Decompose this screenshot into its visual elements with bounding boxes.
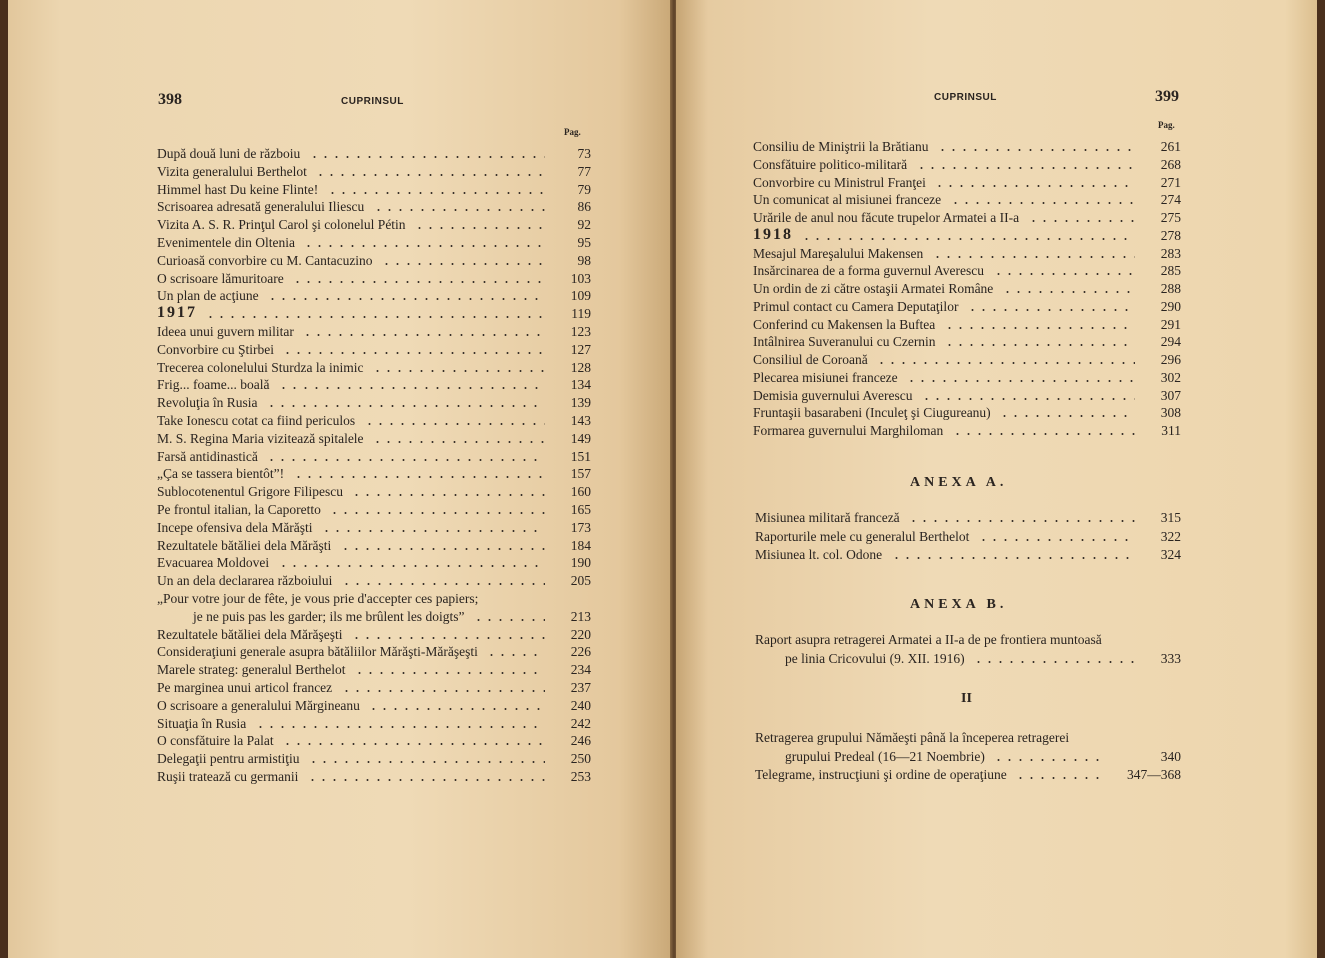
left-pag-label: Pag. bbox=[564, 127, 581, 137]
toc-entry-page: 274 bbox=[1160, 192, 1181, 208]
toc-entry bbox=[157, 342, 591, 360]
toc-entry-page: 109 bbox=[570, 288, 591, 304]
toc-entry bbox=[753, 405, 1181, 423]
toc-entry-page: 143 bbox=[570, 413, 591, 428]
toc-entry-page: 226 bbox=[570, 644, 591, 660]
left-page bbox=[8, 0, 672, 958]
toc-leader-dots bbox=[329, 512, 545, 514]
toc-entry-page: 288 bbox=[1160, 281, 1181, 296]
toc-entry bbox=[753, 157, 1181, 175]
toc-entry-title: Sublocotenentul Grigore Filipescu bbox=[157, 484, 343, 500]
toc-entry-page: 294 bbox=[1160, 334, 1181, 350]
toc-entry-page: 134 bbox=[570, 377, 591, 393]
toc-entry bbox=[157, 413, 591, 431]
toc-entry-page: 173 bbox=[570, 519, 591, 535]
toc-leader-dots bbox=[255, 726, 545, 728]
toc-entry-page: 290 bbox=[1160, 298, 1181, 314]
toc-entry-page: 285 bbox=[1160, 263, 1181, 279]
toc-entry bbox=[157, 627, 591, 645]
toc-entry-page: 77 bbox=[577, 163, 591, 179]
toc-entry-title: Scrisoarea adresată generalului Iliescu bbox=[157, 199, 365, 215]
toc-entry-page: 322 bbox=[1160, 528, 1181, 544]
toc-entry bbox=[157, 253, 591, 271]
toc-entry bbox=[157, 271, 591, 289]
toc-entry-page: 333 bbox=[1160, 650, 1181, 666]
toc-entry bbox=[157, 146, 591, 164]
toc-leader-dots bbox=[309, 156, 545, 158]
toc-leader-dots bbox=[876, 362, 1135, 364]
toc-entry-title: Fruntaşii basarabeni (Inculeţ şi Ciugureanu) bbox=[753, 405, 991, 421]
toc-leader-dots bbox=[267, 298, 545, 300]
anexa-b-heading: ANEXA B. bbox=[910, 597, 1008, 612]
toc-entry-title: Himmel hast Du keine Flinte! bbox=[157, 181, 319, 197]
toc-entry-page: 246 bbox=[570, 733, 591, 749]
toc-entry bbox=[157, 449, 591, 467]
toc-entry-page: 347—368 bbox=[1127, 767, 1181, 782]
right-running-head: CUPRINSUL bbox=[934, 92, 997, 103]
toc-entry-title: Incepe ofensiva dela Mărăşti bbox=[157, 519, 313, 535]
toc-leader-dots bbox=[205, 316, 545, 318]
toc-entry bbox=[157, 751, 591, 769]
toc-entry-page: 157 bbox=[570, 466, 591, 482]
toc-entry-title: Telegrame, instrucţiuni şi ordine de operaţiune bbox=[755, 767, 1007, 782]
toc-entry bbox=[157, 182, 591, 200]
toc-entry-page: 240 bbox=[570, 697, 591, 713]
toc-leader-dots bbox=[993, 273, 1135, 275]
toc-entry bbox=[755, 749, 1181, 768]
toc-entry-page: 95 bbox=[577, 235, 591, 250]
toc-leader-dots bbox=[414, 227, 545, 229]
toc-entry-title: M. S. Regina Maria vizitează spitalele bbox=[157, 430, 364, 446]
toc-entry bbox=[157, 644, 591, 662]
toc-leader-dots bbox=[1002, 291, 1135, 293]
toc-entry-page: 237 bbox=[570, 680, 591, 695]
toc-entry-page: 283 bbox=[1160, 245, 1181, 261]
right-pag-label: Pag. bbox=[1158, 120, 1175, 130]
toc-leader-dots bbox=[327, 192, 545, 194]
toc-entry-page: 184 bbox=[570, 537, 591, 553]
toc-entry-page: 205 bbox=[570, 573, 591, 589]
toc-leader-dots bbox=[906, 380, 1135, 382]
toc-leader-dots bbox=[937, 149, 1135, 151]
toc-leader-dots bbox=[282, 743, 545, 745]
toc-entry bbox=[157, 431, 591, 449]
toc-entry-page: 79 bbox=[577, 181, 591, 197]
toc-entry-title: Insărcinarea de a forma guvernul Averescu bbox=[753, 263, 985, 279]
toc-entry-title: Plecarea misiunei franceze bbox=[753, 369, 898, 385]
toc-entry-page: 275 bbox=[1160, 210, 1181, 225]
toc-entry bbox=[157, 395, 591, 413]
toc-leader-dots bbox=[368, 708, 545, 710]
toc-entry bbox=[755, 632, 1181, 651]
toc-leader-dots bbox=[801, 238, 1135, 240]
right-page bbox=[676, 0, 1317, 958]
toc-entry-page: 308 bbox=[1160, 405, 1181, 421]
toc-entry bbox=[753, 225, 1181, 246]
toc-entry-page: 324 bbox=[1160, 547, 1181, 562]
toc-entry bbox=[157, 306, 591, 324]
toc-entry-title: Frig... foame... boală bbox=[157, 377, 270, 393]
toc-leader-dots bbox=[1015, 777, 1105, 779]
toc-entry-title: 1918 bbox=[753, 225, 793, 243]
toc-entry-title: Take Ionescu cotat ca fiind periculos bbox=[157, 413, 356, 428]
toc-entry-page: 98 bbox=[577, 252, 591, 268]
toc-entry-title: pe linia Cricovului (9. XII. 1916) bbox=[785, 650, 965, 666]
toc-entry bbox=[157, 680, 591, 698]
toc-entry-page: 73 bbox=[577, 146, 591, 161]
toc-entry-title: Pe marginea unui articol francez bbox=[157, 680, 333, 695]
toc-entry-page: 123 bbox=[570, 324, 591, 339]
toc-leader-dots bbox=[354, 672, 545, 674]
toc-leader-dots bbox=[364, 423, 545, 425]
toc-entry bbox=[157, 466, 591, 484]
toc-entry bbox=[157, 609, 591, 627]
toc-leader-dots bbox=[973, 661, 1135, 663]
toc-entry bbox=[755, 510, 1181, 529]
toc-leader-dots bbox=[293, 476, 545, 478]
toc-entry-title: Evenimentele din Oltenia bbox=[157, 235, 295, 250]
toc-entry bbox=[157, 555, 591, 573]
toc-entry-title: Mesajul Mareşalului Makensen bbox=[753, 245, 924, 261]
toc-entry bbox=[157, 288, 591, 306]
toc-leader-dots bbox=[932, 256, 1135, 258]
toc-entry-title: Rezultatele bătăliei dela Mărăşeşti bbox=[157, 626, 343, 642]
toc-leader-dots bbox=[891, 557, 1135, 559]
toc-entry bbox=[157, 235, 591, 253]
left-running-head: CUPRINSUL bbox=[341, 96, 404, 107]
toc-entry-page: 268 bbox=[1160, 156, 1181, 172]
toc-entry bbox=[755, 651, 1181, 670]
toc-entry-title: O consfătuire la Palat bbox=[157, 733, 274, 749]
toc-entry-title: Conferind cu Makensen la Buftea bbox=[753, 316, 936, 332]
toc-leader-dots bbox=[308, 761, 545, 763]
anexa-b-subheading: II bbox=[961, 691, 972, 706]
toc-entry-page: 278 bbox=[1160, 227, 1181, 243]
toc-entry-page: 119 bbox=[571, 306, 591, 322]
toc-entry bbox=[157, 769, 591, 787]
toc-entry-page: 311 bbox=[1161, 423, 1181, 438]
toc-entry bbox=[753, 334, 1181, 352]
toc-entry-title: Consiliul de Coroană bbox=[753, 352, 868, 367]
toc-leader-dots bbox=[967, 309, 1135, 311]
toc-leader-dots bbox=[381, 263, 545, 265]
toc-entry-page: 190 bbox=[570, 555, 591, 571]
toc-entry-page: 165 bbox=[570, 502, 591, 517]
toc-entry-title: Farsă antidinastică bbox=[157, 448, 258, 464]
toc-entry-page: 128 bbox=[570, 359, 591, 375]
toc-entry-page: 302 bbox=[1160, 369, 1181, 385]
toc-entry-title: Urările de anul nou făcute trupelor Armatei a II-a bbox=[753, 210, 1020, 225]
toc-leader-dots bbox=[372, 370, 545, 372]
toc-leader-dots bbox=[944, 344, 1135, 346]
toc-leader-dots bbox=[266, 405, 545, 407]
toc-entry-title: Retragerea grupului Nămăeşti până la începerea retragerei bbox=[755, 730, 1070, 745]
toc-entry-page: 213 bbox=[570, 608, 591, 624]
toc-entry-title: Demisia guvernului Averescu bbox=[753, 387, 913, 403]
toc-entry bbox=[157, 360, 591, 378]
toc-entry bbox=[753, 263, 1181, 281]
toc-entry-title: Convorbire cu Ştirbei bbox=[157, 341, 274, 357]
toc-leader-dots bbox=[908, 520, 1135, 522]
toc-entry-page: 220 bbox=[570, 626, 591, 642]
toc-entry-title: Curioasă convorbire cu M. Cantacuzino bbox=[157, 252, 373, 268]
toc-entry bbox=[753, 423, 1181, 441]
toc-entry-page: 315 bbox=[1160, 510, 1181, 525]
toc-entry-title: Convorbire cu Ministrul Franţei bbox=[753, 174, 926, 190]
toc-entry-title: Delegaţii pentru armistiţiu bbox=[157, 751, 300, 767]
toc-entry-page: 296 bbox=[1160, 352, 1181, 367]
toc-entry bbox=[755, 767, 1181, 786]
toc-entry-page: 250 bbox=[570, 751, 591, 767]
toc-entry bbox=[157, 520, 591, 538]
toc-leader-dots bbox=[1028, 220, 1135, 222]
toc-entry bbox=[753, 210, 1181, 228]
toc-entry-title: Marele strateg: generalul Berthelot bbox=[157, 662, 346, 678]
toc-entry-page: 86 bbox=[577, 199, 591, 215]
toc-entry-title: Consiliu de Miniştrii la Brătianu bbox=[753, 139, 929, 154]
toc-entry-title: O scrisoare lămuritoare bbox=[157, 270, 284, 286]
toc-entry-page: 253 bbox=[570, 769, 591, 784]
toc-entry bbox=[157, 716, 591, 734]
toc-entry bbox=[157, 733, 591, 751]
toc-leader-dots bbox=[921, 398, 1135, 400]
toc-leader-dots bbox=[341, 583, 545, 585]
toc-entry bbox=[157, 591, 591, 609]
toc-leader-dots bbox=[950, 202, 1135, 204]
toc-entry-title: je ne puis pas les garder; ils me brûlent les doigts” bbox=[193, 608, 465, 624]
toc-leader-dots bbox=[952, 433, 1135, 435]
toc-leader-dots bbox=[934, 185, 1135, 187]
toc-entry bbox=[157, 662, 591, 680]
toc-entry-title: Evacuarea Moldovei bbox=[157, 555, 270, 571]
toc-entry-title: 1917 bbox=[157, 304, 197, 322]
toc-entry-title: Un plan de acţiune bbox=[157, 288, 259, 304]
toc-leader-dots bbox=[486, 654, 545, 656]
toc-leader-dots bbox=[373, 209, 545, 211]
toc-entry bbox=[157, 324, 591, 342]
toc-entry-title: Vizita A. S. R. Prinţul Carol şi colonelul Pétin bbox=[157, 217, 406, 233]
toc-entry bbox=[753, 388, 1181, 406]
toc-entry bbox=[755, 547, 1181, 566]
toc-leader-dots bbox=[473, 619, 545, 621]
toc-leader-dots bbox=[993, 759, 1105, 761]
toc-entry-title: Revoluţia în Rusia bbox=[157, 395, 258, 411]
toc-entry-page: 234 bbox=[570, 662, 591, 678]
toc-entry bbox=[157, 698, 591, 716]
toc-leader-dots bbox=[351, 637, 545, 639]
toc-entry-title: Misiunea militară franceză bbox=[755, 510, 900, 525]
toc-entry bbox=[755, 730, 1181, 749]
toc-entry-page: 160 bbox=[570, 484, 591, 500]
toc-leader-dots bbox=[282, 352, 545, 354]
toc-leader-dots bbox=[978, 539, 1135, 541]
toc-entry-title: Consideraţiuni generale asupra bătăliilor Mărăşti-Mărăşeşti bbox=[157, 644, 478, 660]
toc-entry-title: Trecerea colonelului Sturdza la inimic bbox=[157, 359, 364, 375]
toc-leader-dots bbox=[916, 167, 1135, 169]
toc-leader-dots bbox=[351, 494, 545, 496]
toc-entry bbox=[157, 199, 591, 217]
toc-entry bbox=[157, 484, 591, 502]
toc-leader-dots bbox=[278, 565, 545, 567]
toc-entry-title: „Pour votre jour de fête, je vous prie d'accepter ces papiers; bbox=[157, 591, 479, 606]
toc-entry-title: Rezultatele bătăliei dela Mărăşti bbox=[157, 537, 332, 553]
toc-entry bbox=[753, 299, 1181, 317]
toc-entry-title: Raporturile mele cu generalul Berthelot bbox=[755, 528, 970, 544]
toc-entry bbox=[755, 529, 1181, 548]
toc-entry bbox=[157, 377, 591, 395]
toc-entry-page: 261 bbox=[1160, 139, 1181, 154]
toc-leader-dots bbox=[315, 174, 545, 176]
toc-leader-dots bbox=[266, 459, 545, 461]
toc-entry bbox=[157, 538, 591, 556]
anexa-a-heading: ANEXA A. bbox=[910, 475, 1008, 490]
toc-entry-title: O scrisoare a generalului Mărgineanu bbox=[157, 697, 360, 713]
toc-entry-page: 291 bbox=[1160, 316, 1181, 332]
toc-entry-page: 139 bbox=[570, 395, 591, 411]
toc-leader-dots bbox=[944, 327, 1135, 329]
toc-entry-title: Formarea guvernului Marghiloman bbox=[753, 423, 944, 438]
toc-entry-title: „Ça se tassera bientôt”! bbox=[157, 466, 285, 482]
toc-entry-title: Intâlnirea Suveranului cu Czernin bbox=[753, 334, 936, 350]
toc-entry-title: Situaţia în Rusia bbox=[157, 715, 247, 731]
toc-entry-title: grupului Predeal (16—21 Noembrie) bbox=[785, 748, 985, 764]
toc-entry-title: Ruşii tratează cu germanii bbox=[157, 769, 299, 784]
toc-entry-title: Un comunicat al misiunei franceze bbox=[753, 192, 942, 208]
toc-entry-title: Un an dela declararea războiului bbox=[157, 573, 333, 589]
toc-entry bbox=[753, 139, 1181, 157]
toc-entry-page: 242 bbox=[570, 715, 591, 731]
toc-entry-title: Consfătuire politico-militară bbox=[753, 156, 908, 172]
toc-entry bbox=[157, 217, 591, 235]
toc-entry-page: 307 bbox=[1160, 387, 1181, 403]
toc-entry bbox=[753, 175, 1181, 193]
toc-entry-page: 151 bbox=[570, 448, 591, 464]
toc-leader-dots bbox=[341, 690, 545, 692]
toc-entry-title: După două luni de războiu bbox=[157, 146, 301, 161]
toc-entry-title: Raport asupra retragerei Armatei a II-a de pe frontiera muntoasă bbox=[755, 632, 1102, 647]
toc-entry bbox=[753, 192, 1181, 210]
toc-entry-page: 340 bbox=[1160, 748, 1181, 764]
toc-leader-dots bbox=[321, 530, 545, 532]
right-page-number: 399 bbox=[1155, 88, 1179, 105]
toc-entry-title: Pe frontul italian, la Caporetto bbox=[157, 502, 321, 517]
toc-entry bbox=[753, 370, 1181, 388]
toc-leader-dots bbox=[372, 441, 545, 443]
toc-entry-page: 127 bbox=[570, 341, 591, 357]
toc-entry-title: Primul contact cu Camera Deputaţilor bbox=[753, 298, 959, 314]
left-page-number: 398 bbox=[158, 91, 182, 108]
toc-leader-dots bbox=[292, 281, 545, 283]
toc-entry bbox=[753, 281, 1181, 299]
toc-entry-page: 92 bbox=[577, 217, 591, 233]
toc-leader-dots bbox=[999, 415, 1135, 417]
toc-entry bbox=[753, 352, 1181, 370]
toc-entry bbox=[157, 164, 591, 182]
toc-leader-dots bbox=[302, 334, 545, 336]
toc-entry-page: 103 bbox=[570, 270, 591, 286]
toc-leader-dots bbox=[303, 245, 545, 247]
toc-leader-dots bbox=[278, 387, 545, 389]
toc-leader-dots bbox=[340, 548, 545, 550]
toc-entry-page: 271 bbox=[1160, 174, 1181, 190]
toc-entry bbox=[157, 502, 591, 520]
toc-entry-page: 149 bbox=[570, 430, 591, 446]
toc-entry-title: Vizita generalului Berthelot bbox=[157, 163, 307, 179]
toc-entry bbox=[753, 317, 1181, 335]
toc-entry bbox=[753, 246, 1181, 264]
toc-entry bbox=[157, 573, 591, 591]
toc-entry-title: Misiunea lt. col. Odone bbox=[755, 547, 883, 562]
toc-entry-title: Un ordin de zi către ostaşii Armatei Române bbox=[753, 281, 994, 296]
toc-leader-dots bbox=[307, 779, 545, 781]
toc-entry-title: Ideea unui guvern militar bbox=[157, 324, 294, 339]
